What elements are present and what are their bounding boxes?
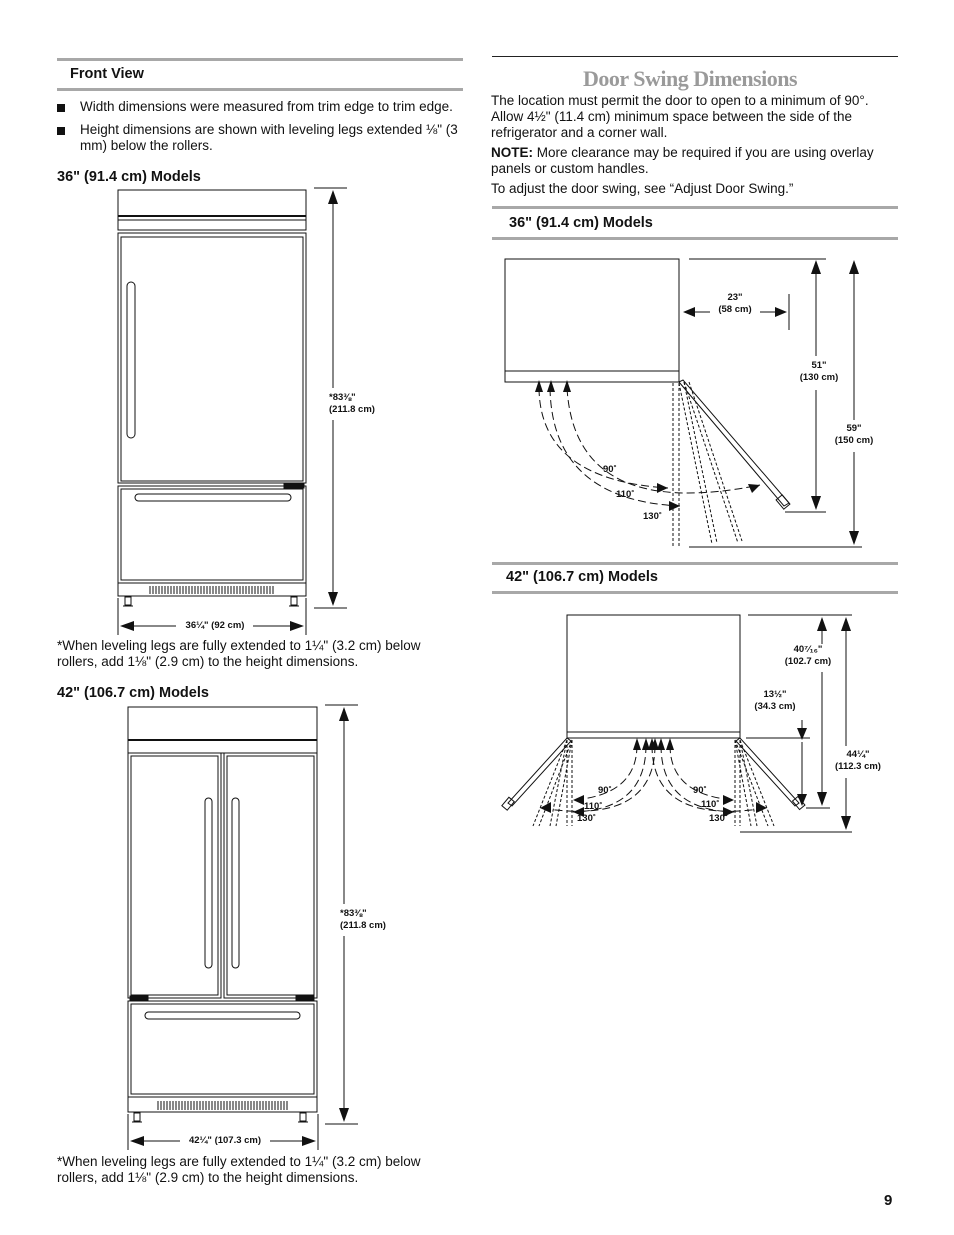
model36-note: *When leveling legs are fully extended to 1¼" (3.2 cm) below rollers, add 1⅛" (2.9 cm) to the height dimensions. [57, 638, 421, 669]
swing36-d2-metric: (130 cm) [799, 372, 839, 383]
swing42-right-angle-90: 90˚ [693, 785, 707, 796]
swing42-d3-metric: (112.3 cm) [835, 761, 881, 772]
swing42-d1 [778, 644, 838, 668]
door-swing-intro: The location must permit the door to open to a minimum of 90°. Allow 4½" (11.4 cm) minimum space between the side of the refrigerator and a corner wall. [491, 93, 869, 140]
swing42-d3 [826, 749, 890, 773]
swing42-left-angle-130: 130˚ [577, 813, 597, 824]
swing42-left-angle-110: 110˚ [584, 801, 603, 812]
swing42-d2-metric: (34.3 cm) [754, 701, 796, 712]
swing36-d3-value: 59" [846, 423, 862, 434]
swing36-d2-value: 51" [811, 360, 827, 371]
swing42-d2 [746, 689, 804, 713]
swing42-d1-metric: (102.7 cm) [784, 656, 832, 667]
swing36-d1-metric: (58 cm) [718, 304, 752, 315]
swing42-d2-value: 13½" [763, 689, 787, 700]
front-view-title: Front View [70, 66, 144, 82]
swing36-d1-value: 23" [727, 292, 743, 303]
swing42-d1-value: 40⁷⁄₁₆" [793, 644, 823, 655]
model42-width-label: 42¼" (107.3 cm) [188, 1135, 262, 1146]
model42-note: *When leveling legs are fully extended to 1¼" (3.2 cm) below rollers, add 1⅛" (2.9 cm) to the height dimensions. [57, 1154, 421, 1185]
model36-title: 36" (91.4 cm) Models [57, 169, 201, 185]
swing36-angle-130: 130˚ [643, 511, 663, 522]
model36-height-value: *83⅜" [329, 392, 356, 403]
bullet-text: Height dimensions are shown with leveling legs extended ⅛" (3 mm) below the rollers. [80, 122, 458, 153]
model36-width-label: 36¼" (92 cm) [185, 620, 245, 631]
note-text: More clearance may be required if you are using overlay panels or custom handles. [491, 145, 874, 176]
swing42-title: 42" (106.7 cm) Models [506, 569, 658, 585]
swing42-right-angle-130: 130˚ [709, 813, 729, 824]
page-number: 9 [884, 1192, 893, 1209]
swing42-d3-value: 44¼" [846, 749, 870, 760]
swing42-right-angle-110: 110˚ [701, 799, 720, 810]
swing36-angle-110: 110˚ [616, 489, 635, 500]
door-swing-title: Door Swing Dimensions [583, 66, 798, 91]
model42-title: 42" (106.7 cm) Models [57, 685, 209, 701]
swing36-angle-90: 90˚ [603, 464, 617, 475]
swing36-title: 36" (91.4 cm) Models [509, 215, 653, 231]
model42-height-metric: (211.8 cm) [340, 920, 386, 931]
door-swing-adjust: To adjust the door swing, see “Adjust Door Swing.” [491, 181, 794, 196]
swing42-left-angle-90: 90˚ [598, 785, 612, 796]
bullet-text: Width dimensions were measured from trim edge to trim edge. [80, 99, 453, 114]
note-label: NOTE: [491, 145, 533, 160]
model36-height-metric: (211.8 cm) [329, 404, 375, 415]
swing36-d3-metric: (150 cm) [834, 435, 874, 446]
model42-height-value: *83⅜" [340, 908, 367, 919]
